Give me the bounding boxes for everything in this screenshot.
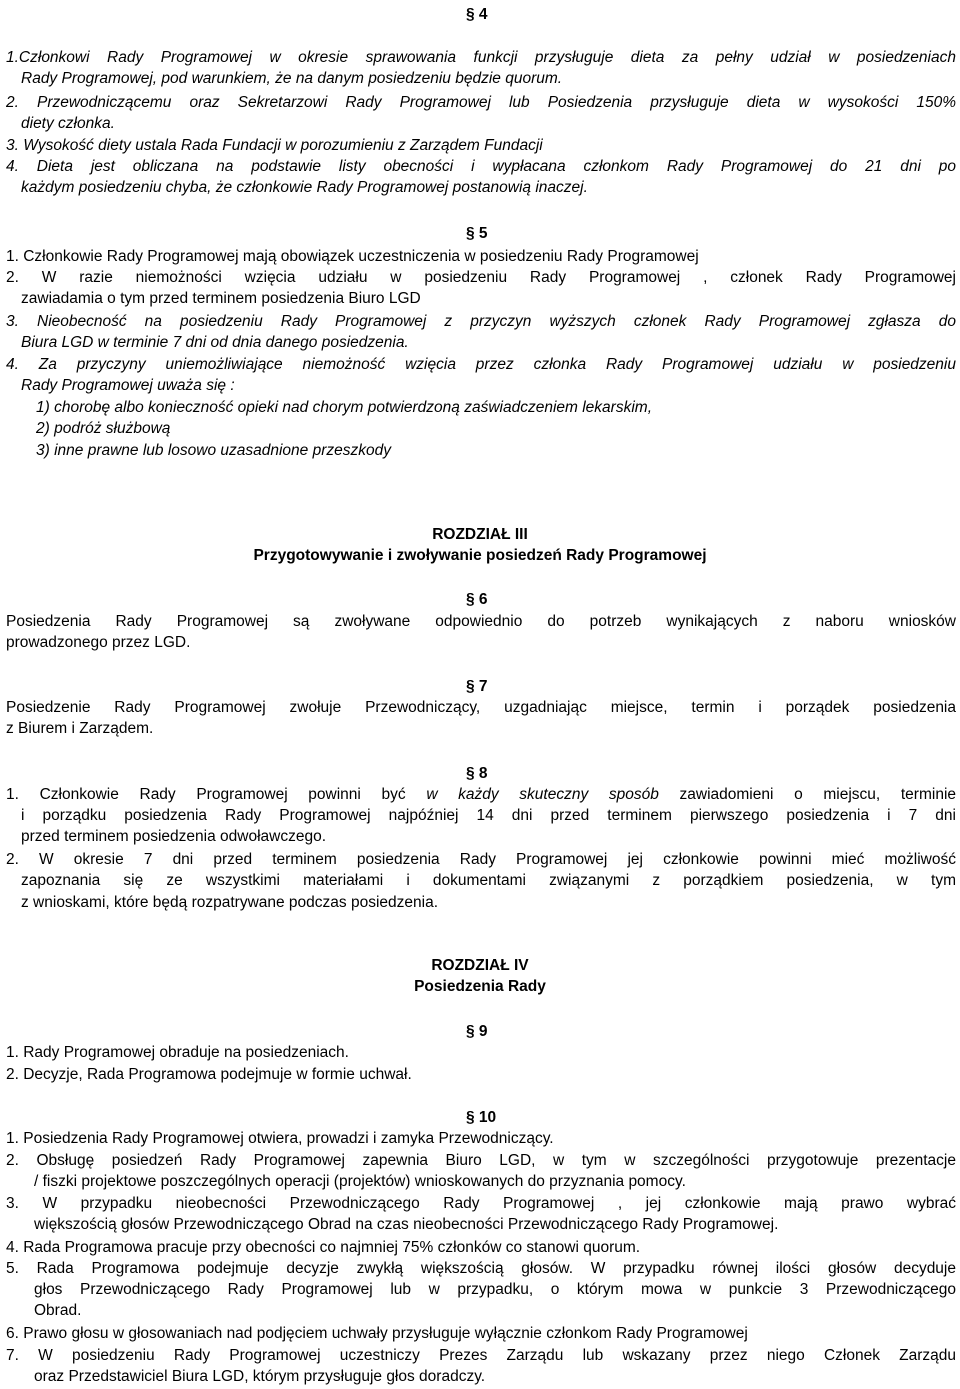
- s5-line-3a: 3. Nieobecność na posiedzeniu Rady Programowej z przyczyn wyższych członek Rady Programowej zgłasza do: [6, 313, 956, 330]
- s10-line-4: 4. Rada Programowa pracuje przy obecności co najmniej 75% członków co stanowi quorum.: [6, 1239, 641, 1256]
- chapter-3-title: ROZDZIAŁ III: [432, 526, 528, 543]
- chapter-3-subtitle: Przygotowywanie i zwoływanie posiedzeń Rady Programowej: [253, 547, 707, 564]
- s10-line-6: 6. Prawo głosu w głosowaniach nad podjęciem uchwały przysługuje wyłącznie członkom Rady Programowej: [6, 1325, 748, 1342]
- section-7-heading: § 7: [466, 678, 488, 695]
- s10-line-1: 1. Posiedzenia Rady Programowej otwiera, prowadzi i zamyka Przewodniczący.: [6, 1130, 554, 1147]
- s4-line-1a: 1.Członkowi Rady Programowej w okresie sprawowania funkcji przysługuje dieta za pełny udział w posiedzeniach: [6, 49, 956, 66]
- s6-line-2: prowadzonego przez LGD.: [6, 634, 191, 651]
- s5-line-4a: 4. Za przyczyny uniemożliwiające niemożność wzięcia przez członka Rady Programowej udziału w posiedzeniu: [6, 356, 956, 373]
- s4-line-2b: diety członka.: [21, 115, 115, 132]
- section-8-heading: § 8: [466, 765, 488, 782]
- s10-line-2a: 2. Obsługę posiedzeń Rady Programowej zapewnia Biuro LGD, w tym w szczególności przygotowuje prezentacje: [6, 1152, 956, 1169]
- s10-line-5b: głos Przewodniczącego Rady Programowej lub w przypadku, o którym mowa w punkcie 3 Przewodniczącego: [34, 1281, 956, 1298]
- section-5-heading: § 5: [466, 225, 488, 242]
- s5-line-2b: zawiadamia o tym przed terminem posiedzenia Biuro LGD: [21, 290, 421, 307]
- s8-line-2a: 2. W okresie 7 dni przed terminem posiedzenia Rady Programowej jej członkowie powinni mieć możliwość: [6, 851, 956, 868]
- s10-line-5c: Obrad.: [34, 1302, 82, 1319]
- s4-line-1b: Rady Programowej, pod warunkiem, że na danym posiedzeniu będzie quorum.: [21, 70, 563, 87]
- s5-list-item-3: 3) inne prawne lub losowo uzasadnione przeszkody: [36, 442, 391, 459]
- s9-line-2: 2. Decyzje, Rada Programowa podejmuje w formie uchwał.: [6, 1066, 412, 1083]
- s4-line-4a: 4. Dieta jest obliczana na podstawie listy obecności i wypłacana członkom Rady Programowej do 21 dni po: [6, 158, 956, 175]
- s7-line-2: z Biurem i Zarządem.: [6, 720, 154, 737]
- s8-line-2c: z wnioskami, które będą rozpatrywane podczas posiedzenia.: [21, 894, 439, 911]
- s8-line-1b: i porządku posiedzenia Rady Programowej najpóźniej 14 dni przed terminem pierwszego posiedzenia i 7 dni: [21, 807, 956, 824]
- section-10-heading: § 10: [466, 1109, 497, 1126]
- s8-line-1a-end: zawiadomieni o miejscu, terminie: [658, 786, 956, 803]
- s10-line-3a: 3. W przypadku nieobecności Przewodniczącego Rady Programowej , jej członkowie mają prawo wybrać: [6, 1195, 956, 1212]
- s5-line-3b: Biura LGD w terminie 7 dni od dnia danego posiedzenia.: [21, 334, 409, 351]
- section-4-heading: § 4: [466, 6, 488, 23]
- s5-line-1: 1. Członkowie Rady Programowej mają obowiązek uczestniczenia w posiedzeniu Rady Programowej: [6, 248, 699, 265]
- s5-list-item-2: 2) podróż służbową: [36, 420, 171, 437]
- s6-line-1: Posiedzenia Rady Programowej są zwoływane odpowiednio do potrzeb wynikających z naboru wniosków: [6, 613, 956, 630]
- s8-line-1a-italic: w każdy skuteczny sposób: [426, 786, 659, 803]
- s7-line-1: Posiedzenie Rady Programowej zwołuje Przewodniczący, uzgadniając miejsce, termin i porządek posiedzenia: [6, 699, 956, 716]
- s8-line-1a: [6, 784, 956, 805]
- s10-line-3b: większością głosów Przewodniczącego Obrad na czas nieobecności Przewodniczącego Rady Programowej.: [34, 1216, 779, 1233]
- s5-line-4b: Rady Programowej uważa się :: [21, 377, 235, 394]
- chapter-4-subtitle: Posiedzenia Rady: [414, 978, 546, 995]
- s4-line-3: 3. Wysokość diety ustala Rada Fundacji w porozumieniu z Zarządem Fundacji: [6, 137, 543, 154]
- s8-line-2b: zapoznania się ze wszystkimi materiałami i dokumentami związanymi z porządkiem posiedzenia, w tym: [21, 872, 956, 889]
- section-9-heading: § 9: [466, 1023, 488, 1040]
- s8-line-1c: przed terminem posiedzenia odwoławczego.: [21, 828, 326, 845]
- s8-line-1a-start: 1. Członkowie Rady Programowej powinni być: [6, 786, 427, 803]
- s4-line-2a: 2. Przewodniczącemu oraz Sekretarzowi Rady Programowej lub Posiedzenia przysługuje dieta w wysokości 150%: [6, 94, 956, 111]
- s10-line-5a: 5. Rada Programowa podejmuje decyzje zwykłą większością głosów. W przypadku równej ilości głosów decyduje: [6, 1260, 956, 1277]
- s10-line-2b: / fiszki projektowe poszczególnych operacji (projektów) wnioskowanych do przyznania pomocy.: [34, 1173, 686, 1190]
- s5-list-item-1: 1) chorobę albo konieczność opieki nad chorym potwierdzoną zaświadczeniem lekarskim,: [36, 399, 652, 416]
- s10-line-7b: oraz Przedstawiciel Biura LGD, którym przysługuje głos doradczy.: [34, 1368, 486, 1385]
- s10-line-7a: 7. W posiedzeniu Rady Programowej uczestniczy Prezes Zarządu lub wskazany przez niego Członek Zarządu: [6, 1347, 956, 1364]
- s9-line-1: 1. Rady Programowej obraduje na posiedzeniach.: [6, 1044, 349, 1061]
- section-6-heading: § 6: [466, 591, 488, 608]
- s4-line-4b: każdym posiedzeniu chyba, że członkowie Rady Programowej postanowią inaczej.: [21, 179, 588, 196]
- chapter-4-title: ROZDZIAŁ IV: [431, 957, 529, 974]
- s5-line-2a: 2. W razie niemożności wzięcia udziału w posiedzeniu Rady Programowej , członek Rady Programowej: [6, 269, 956, 286]
